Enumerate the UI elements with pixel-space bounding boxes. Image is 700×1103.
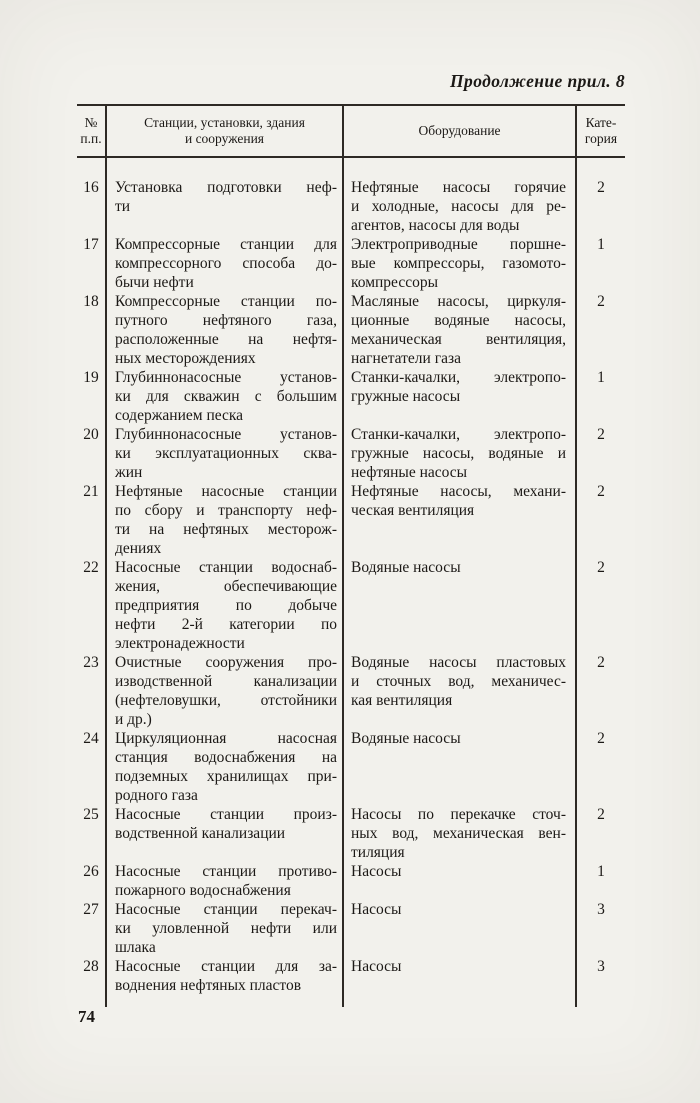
table-header-row	[77, 104, 625, 158]
cell-line: Насосы	[351, 863, 402, 880]
cell-line: подземных хранилищах при-	[115, 768, 337, 785]
col-header-station	[105, 106, 342, 156]
cell-line: путного нефтяного газа,	[115, 312, 337, 329]
row-number-cell: 23	[83, 654, 99, 671]
equipment-cell	[342, 957, 575, 995]
cell-line: Циркуляционная насосная	[115, 730, 337, 747]
cell-line: жин	[115, 464, 143, 481]
row-number-cell: 18	[83, 293, 99, 310]
table-row	[77, 900, 625, 957]
cell-line: шлака	[115, 939, 156, 956]
cell-line: Глубиннонасосные установ-	[115, 369, 337, 386]
table-row	[77, 558, 625, 653]
cell-line: тиляция	[351, 844, 405, 861]
cell-line: Компрессорные станции по-	[115, 293, 337, 310]
table-spacer-bottom	[77, 995, 625, 1007]
row-number-cell: 19	[83, 369, 99, 386]
cell-line: компрессоры	[351, 274, 438, 291]
cell-line: Станки-качалки, электропо-	[351, 426, 566, 443]
equipment-cell	[342, 178, 575, 235]
row-number-cell: 20	[83, 426, 99, 443]
station-cell	[105, 425, 342, 482]
category-cell: 2	[575, 558, 625, 653]
spacer-cell	[105, 995, 342, 1007]
cell-line: содержанием песка	[115, 407, 244, 424]
spacer-cell	[77, 995, 105, 1007]
table-spacer-top	[77, 158, 625, 178]
station-cell	[105, 900, 342, 957]
spacer-cell	[342, 158, 575, 178]
station-cell	[105, 805, 342, 862]
cell-line: станция водоснабжения на	[115, 749, 337, 766]
category-cell: 2	[575, 729, 625, 805]
spacer-cell	[575, 995, 625, 1007]
row-number-cell: 21	[83, 483, 99, 500]
header-line: и сооружения	[184, 131, 265, 146]
category-cell: 2	[575, 482, 625, 558]
category-cell: 2	[575, 805, 625, 862]
cell-line: воднения нефтяных пластов	[115, 977, 302, 994]
page-number: 74	[78, 1007, 95, 1026]
cell-line: Насосные станции перекач-	[115, 901, 337, 918]
cell-line: пожарного водоснабжения	[115, 882, 291, 899]
row-number-cell: 17	[83, 236, 99, 253]
cell-line: и холодные, насосы для ре-	[351, 198, 566, 215]
table-row	[77, 805, 625, 862]
table-row	[77, 729, 625, 805]
cell-line: агентов, насосы для воды	[351, 217, 520, 234]
cell-line: и сточных вод, механичес-	[351, 673, 566, 690]
continuation-title: Продолжение прил. 8	[450, 71, 625, 91]
station-cell	[105, 558, 342, 653]
col-header-equipment	[342, 106, 575, 156]
table-row	[77, 235, 625, 292]
cell-line: родного газа	[115, 787, 198, 804]
row-number-cell: 16	[83, 179, 99, 196]
cell-line: ти	[115, 198, 131, 215]
equipment-cell	[342, 900, 575, 957]
cell-line: дениях	[115, 540, 162, 557]
equipment-cell	[342, 482, 575, 558]
category-cell: 1	[575, 368, 625, 425]
equipment-cell	[342, 425, 575, 482]
header-line: Оборудование	[418, 123, 501, 138]
cell-line: Станки-качалки, электропо-	[351, 369, 566, 386]
cell-line: Нефтяные насосы горячие	[351, 179, 566, 196]
cell-line: компрессорного способа до-	[115, 255, 337, 272]
table-row	[77, 292, 625, 368]
table-row	[77, 653, 625, 729]
cell-line: ки для скважин с большим	[115, 388, 337, 405]
cell-line: гружные насосы	[351, 388, 461, 405]
table-row	[77, 178, 625, 235]
cell-line: нефтяные насосы	[351, 464, 468, 481]
cell-line: ных месторождениях	[115, 350, 256, 367]
header-line: №	[84, 115, 98, 130]
cell-line: ционные водяные насосы,	[351, 312, 566, 329]
cell-line: Электроприводные поршне-	[351, 236, 566, 253]
table-body	[77, 158, 625, 1007]
cell-line: изводственной канализации	[115, 673, 337, 690]
table-row	[77, 368, 625, 425]
category-cell: 2	[575, 425, 625, 482]
equipment-cell	[342, 862, 575, 900]
spacer-cell	[105, 158, 342, 178]
spacer-cell	[575, 158, 625, 178]
col-header-num	[77, 106, 105, 156]
table-row	[77, 425, 625, 482]
cell-line: ческая вентиляция	[351, 502, 475, 519]
row-number-cell: 26	[83, 863, 99, 880]
cell-line: Водяные насосы	[351, 730, 461, 747]
cell-line: бычи нефти	[115, 274, 194, 291]
cell-line: жения, обеспечивающие	[115, 578, 337, 595]
cell-line: Компрессорные станции для	[115, 236, 337, 253]
cell-line: Очистные сооружения про-	[115, 654, 337, 671]
category-cell: 1	[575, 235, 625, 292]
cell-line: Нефтяные насосные станции	[115, 483, 337, 500]
row-number-cell: 22	[83, 559, 99, 576]
cell-line: Насосы	[351, 901, 402, 918]
cell-line: Насосы	[351, 958, 402, 975]
equipment-cell	[342, 805, 575, 862]
cell-line: Водяные насосы пластовых	[351, 654, 566, 671]
header-line: п.п.	[80, 131, 102, 146]
category-cell: 1	[575, 862, 625, 900]
cell-line: Нефтяные насосы, механи-	[351, 483, 566, 500]
cell-line: Насосные станции противо-	[115, 863, 337, 880]
table-row	[77, 482, 625, 558]
header-line: гория	[584, 131, 618, 146]
row-number-cell: 24	[83, 730, 99, 747]
station-cell	[105, 292, 342, 368]
cell-line: нагнетатели газа	[351, 350, 461, 367]
equipment-cell	[342, 368, 575, 425]
cell-line: ти на нефтяных месторож-	[115, 521, 337, 538]
cell-line: Масляные насосы, циркуля-	[351, 293, 566, 310]
cell-line: расположенные на нефтя-	[115, 331, 337, 348]
table-row	[77, 862, 625, 900]
equipment-cell	[342, 292, 575, 368]
equipment-cell	[342, 653, 575, 729]
appendix-table	[77, 104, 625, 1007]
cell-line: вые компрессоры, газомото-	[351, 255, 566, 272]
equipment-cell	[342, 235, 575, 292]
header-line: Станции, установки, здания	[144, 115, 305, 130]
station-cell	[105, 235, 342, 292]
station-cell	[105, 957, 342, 995]
header-line: Кате-	[585, 115, 617, 130]
station-cell	[105, 653, 342, 729]
category-cell: 3	[575, 900, 625, 957]
spacer-cell	[342, 995, 575, 1007]
cell-line: и др.)	[115, 711, 152, 728]
table-row	[77, 957, 625, 995]
cell-line: нефти 2-й категории по	[115, 616, 337, 633]
cell-line: электронадежности	[115, 635, 245, 652]
cell-line: ки эксплуатационных сква-	[115, 445, 337, 462]
row-number-cell: 25	[83, 806, 99, 823]
cell-line: Установка подготовки неф-	[115, 179, 337, 196]
cell-line: (нефтеловушки, отстойники	[115, 692, 337, 709]
station-cell	[105, 482, 342, 558]
cell-line: Насосные станции водоснаб-	[115, 559, 337, 576]
cell-line: предприятия по добыче	[115, 597, 337, 614]
spacer-cell	[77, 158, 105, 178]
col-header-category	[575, 106, 625, 156]
cell-line: кая вентиляция	[351, 692, 453, 709]
category-cell: 2	[575, 178, 625, 235]
cell-line: по сбору и транспорту неф-	[115, 502, 337, 519]
category-cell: 2	[575, 292, 625, 368]
row-number-cell: 27	[83, 901, 99, 918]
cell-line: механическая вентиляция,	[351, 331, 566, 348]
station-cell	[105, 862, 342, 900]
row-number-cell: 28	[83, 958, 99, 975]
cell-line: Водяные насосы	[351, 559, 461, 576]
cell-line: Насосные станции для за-	[115, 958, 337, 975]
cell-line: ки уловленной нефти или	[115, 920, 337, 937]
station-cell	[105, 729, 342, 805]
station-cell	[105, 368, 342, 425]
station-cell	[105, 178, 342, 235]
cell-line: Насосы по перекачке сточ-	[351, 806, 566, 823]
cell-line: гружные насосы, водяные и	[351, 445, 566, 462]
cell-line: Глубиннонасосные установ-	[115, 426, 337, 443]
cell-line: Насосные станции произ-	[115, 806, 337, 823]
equipment-cell	[342, 558, 575, 653]
equipment-cell	[342, 729, 575, 805]
cell-line: водственной канализации	[115, 825, 286, 842]
cell-line: ных вод, механическая вен-	[351, 825, 566, 842]
category-cell: 3	[575, 957, 625, 995]
category-cell: 2	[575, 653, 625, 729]
